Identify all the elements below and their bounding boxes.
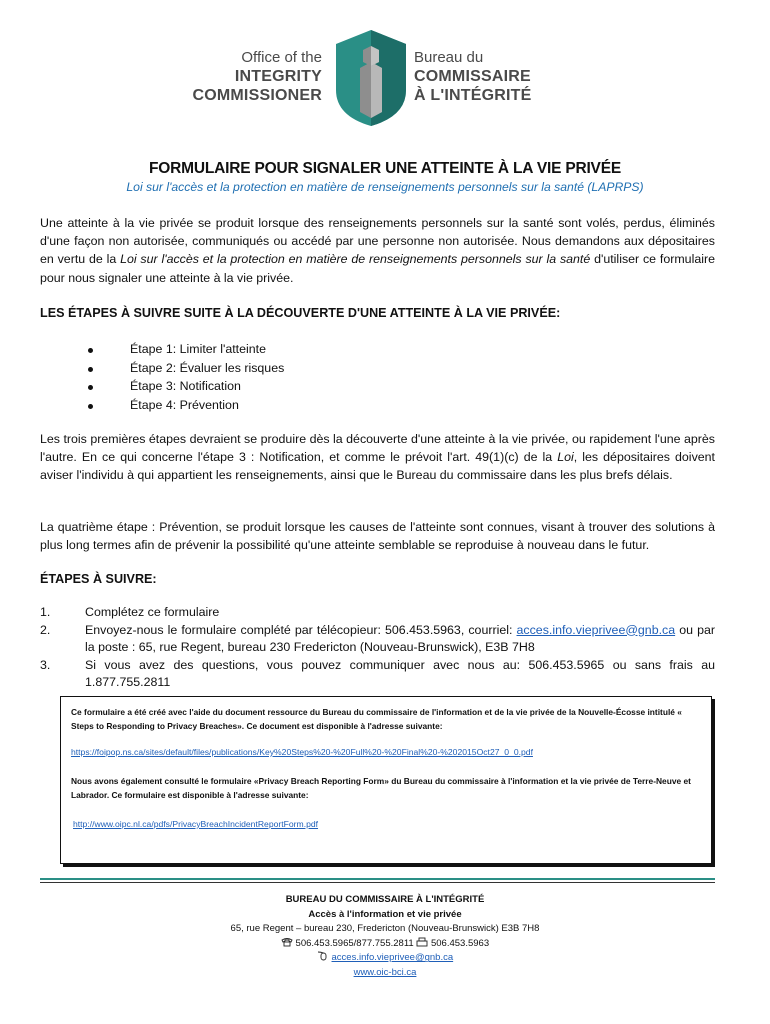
email-link[interactable]: acces.info.vieprivee@gnb.ca [516,622,676,637]
logo-fr-line1: Bureau du [414,49,484,66]
bullet-icon [88,404,93,409]
list-item [40,657,715,692]
logo-text-english [192,48,322,105]
todo-list [40,604,715,692]
list-item [40,622,715,657]
step-number: 1. [40,605,51,619]
shield-logo-icon [334,28,408,128]
paragraph-text: Les trois premières étapes devraient se produire dès la découverte d'une atteinte à la vie privée, ou rapidement l'une après l'autre. En ce qui concerne l'étape 3 : Notification, et comme le prévoit l'art. 49(1)(c) de la [40,432,715,465]
logo-en-line3: COMMISSIONER [192,87,322,104]
footer-divider [40,878,715,880]
intro-law-name: Loi sur l'accès et la protection en matière de renseignements personnels sur la santé [120,252,591,267]
step-text: Envoyez-nous le formulaire complété par télécopieur: 506.453.5963, courriel: [85,622,517,637]
steps-list [0,341,770,415]
footer-address: 65, rue Regent – bureau 230, Fredericton (Nouveau-Brunswick) E3B 7H8 [230,923,540,935]
bullet-icon [88,348,93,353]
step-text: Si vous avez des questions, vous pouvez communiquer avec nous au: 506.453.5965 ou sans frais au 1.877.755.2811 [85,657,715,690]
footer-email-line [0,951,770,966]
form-title: FORMULAIRE POUR SIGNALER UNE ATTEINTE À LA VIE PRIVÉE [149,160,621,177]
telephone-icon [281,937,293,947]
step-number: 3. [40,657,51,672]
bullet-text: Étape 1: Limiter l'atteinte [130,342,266,356]
todo-heading: ÉTAPES À SUIVRE: [40,572,157,586]
step-text: Complétez ce formulaire [85,605,220,619]
footer-fax: 506.453.5963 [430,937,490,949]
intro-text-1: Une atteinte à la vie privée se produit lorsque des renseignements personnels sur la santé sont volés, perdus, éliminés d'une façon non autorisée, communiqués ou accédé par une personne non autorisée. Nous demandons aux dépositaires en vertu de la [40,216,715,267]
step-number: 2. [40,622,51,637]
source-note-text-2: Nous avons également consulté le formulaire «Privacy Breach Reporting Form» du Bureau du commissaire à l'information et la vie privée de Terre-Neuve et Labrador. Ce formulaire est disponible à l'adresse suivante: [71,776,691,800]
logo-en-line1: Office of the [241,49,322,66]
step-text: ou par la poste : 65, rue Regent, bureau 230 Fredericton (Nouveau-Brunswick), E3B 7H8 [85,622,715,655]
footer-dept: Accès à l'information et vie privée [308,908,462,920]
source-note-text-1: Ce formulaire a été créé avec l'aide du document ressource du Bureau du commissaire de l'information et de la vie privée de la Nouvelle-Écosse intitulé « Steps to Responding to Privacy Breaches». Ce document est disponible à l'adresse suivante: [71,707,682,731]
mouse-icon [317,951,329,961]
list-item [0,360,770,379]
intro-paragraph [40,214,715,287]
bullet-text: Étape 3: Notification [130,379,241,393]
intro-text-2: d'utiliser ce formulaire pour nous signaler une atteinte à la vie privée. [40,252,715,285]
prevention-paragraph: La quatrième étape : Prévention, se produit lorsque les causes de l'atteinte sont connues, visant à trouver des solutions à plus long termes afin de prévenir la possibilité qu'une atteinte semblable se reproduise à nouveau dans le futur. [40,520,715,553]
logo-fr-line2: COMMISSAIRE [414,68,531,85]
list-item [0,397,770,416]
source-note-box [60,696,712,864]
list-item [0,378,770,397]
footer-website-link[interactable]: www.oic-bci.ca [353,966,417,978]
logo-fr-line3: À L'INTÉGRITÉ [414,87,532,104]
law-abbrev: Loi [557,450,574,465]
footer-phones: 506.453.5965/877.755.2811 [295,937,414,949]
bullet-icon [88,385,93,390]
source-link-nl[interactable]: http://www.oipc.nl.ca/pdfs/PrivacyBreachIncidentReportForm.pdf [73,819,319,829]
footer-contact-line [0,937,770,952]
bullet-text: Étape 4: Prévention [130,397,239,412]
footer [0,893,770,981]
footer-email-link[interactable]: acces.info.vieprivee@gnb.ca [331,952,454,964]
paragraph-text: , les dépositaires doivent aviser l'individu à qui appartient les renseignements, ainsi que le Bureau du commissaire dans les plus brefs délais. [40,450,715,483]
logo-text-french [414,48,532,105]
list-item [0,341,770,360]
logo-en-line2: INTEGRITY [234,68,322,85]
bullet-text: Étape 2: Évaluer les risques [130,360,285,375]
form-subtitle: Loi sur l'accès et la protection en matière de renseignements personnels sur la santé (LAPRPS) [126,180,644,194]
bullet-icon [88,367,93,372]
footer-org: BUREAU DU COMMISSAIRE À L'INTÉGRITÉ [285,894,485,905]
list-item [40,604,715,622]
footer-divider-thin [40,882,715,883]
fax-icon [416,937,428,947]
steps-heading: LES ÉTAPES À SUIVRE SUITE À LA DÉCOUVERTE D'UNE ATTEINTE À LA VIE PRIVÉE: [40,306,561,320]
source-link-ns[interactable]: https://foipop.ns.ca/sites/default/files/publications/Key%20Steps%20-%20Full%20-%20Final%20-%202015Oct27_0_0.pdf [71,747,533,757]
header-logo [0,28,770,128]
first-steps-paragraph [40,430,715,485]
